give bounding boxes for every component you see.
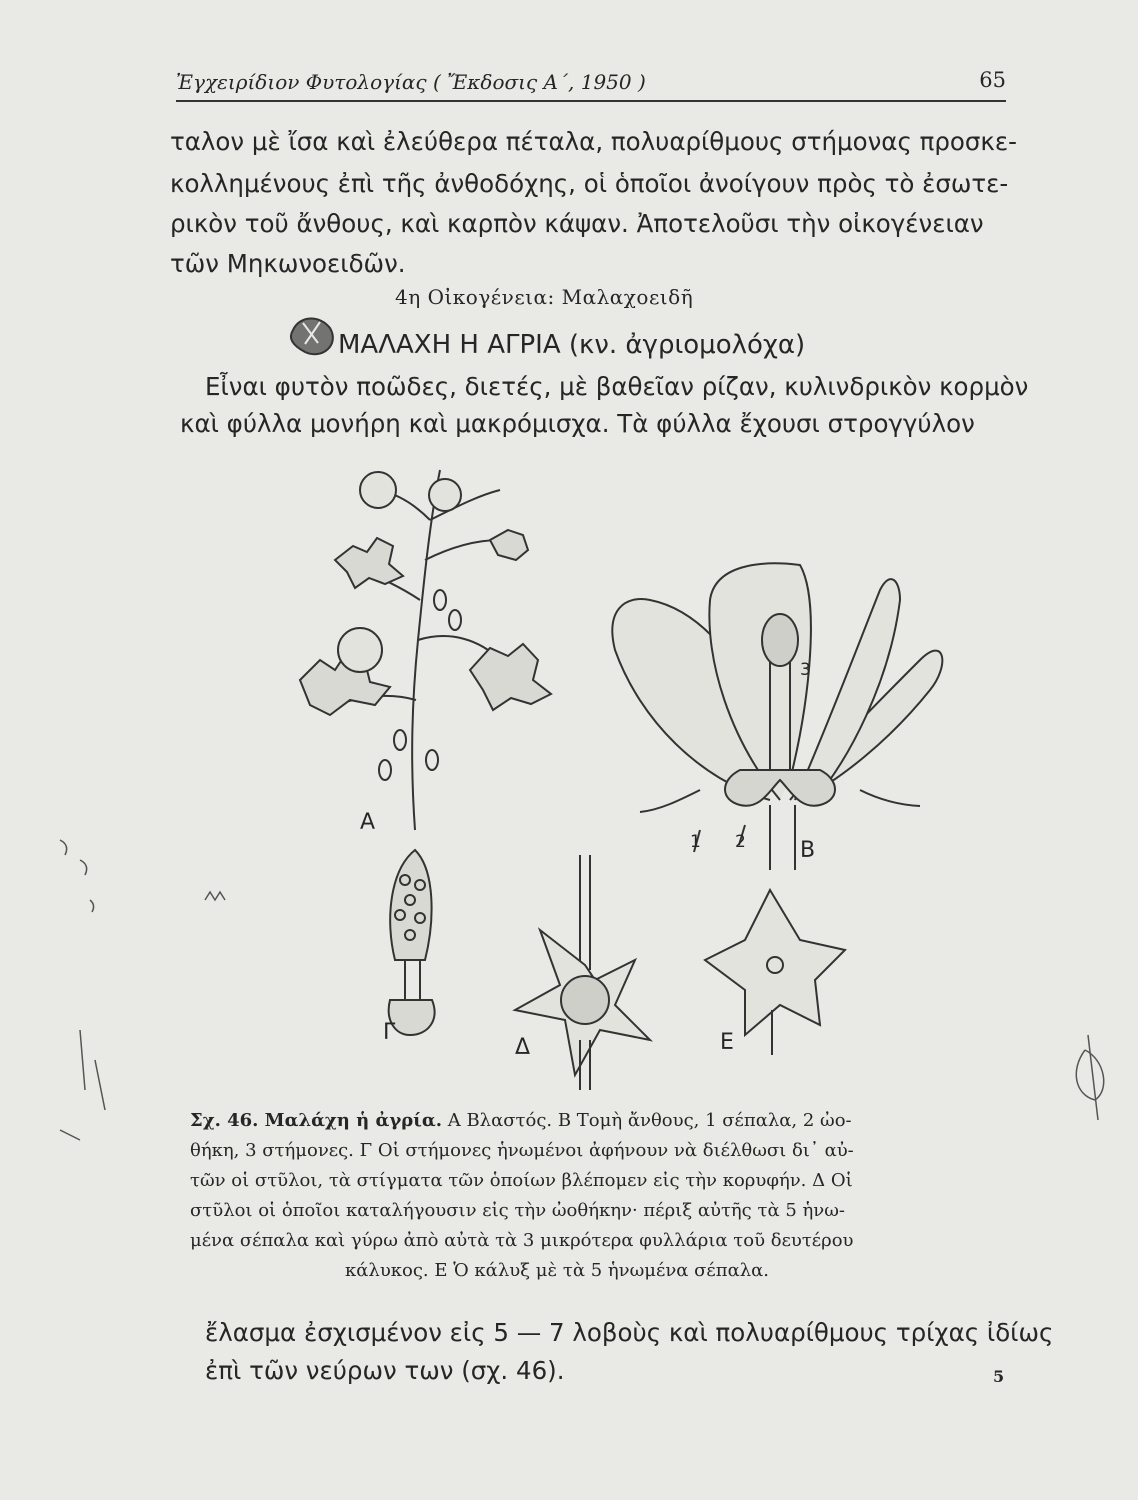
plant-title: ΜΑΛΑΧΗ Η ΑΓΡΙΑ (κν. ἀγριομολόχα) — [338, 330, 806, 360]
caption-line: τῶν οἱ στῦλοι, τὰ στίγματα τῶν ὁποίων βλέπομεν εἰς τὴν κορυφήν. Δ Οἱ — [190, 1170, 853, 1191]
intro-line: κολλημένους ἐπὶ τῆς ἀνθοδόχης, οἱ ὁποῖοι ἀνοίγουν πρὸς τὸ ἐσωτε- — [170, 169, 1009, 198]
caption-line: κάλυκος. Ε Ὁ κάλυξ μὲ τὰ 5 ἡνωμένα σέπαλα. — [345, 1260, 770, 1281]
description-line: καὶ φύλλα μονήρη καὶ μακρόμισχα. Τὰ φύλλα ἔχουσι στρογγύλον — [180, 409, 975, 438]
figure-label-2: 2 — [735, 832, 746, 852]
running-title: Ἐγχειρίδιον Φυτολογίας ( Ἔκδοσις Α΄, 1950 ) — [176, 70, 646, 94]
caption-line: στῦλοι οἱ ὁποῖοι καταλήγουσιν εἰς τὴν ὠοθήκην· πέριξ αὐτῆς τὰ 5 ἡνω- — [190, 1200, 845, 1221]
intro-line: ταλον μὲ ἴσα καὶ ἐλεύθερα πέταλα, πολυαρίθμους στήμονας προσκε- — [170, 127, 1017, 156]
figure-label-a: Α — [360, 810, 376, 835]
figure-label-b: Β — [800, 838, 816, 863]
flower-section-illustration — [612, 563, 942, 870]
intro-line: τῶν Μηκωνοειδῶν. — [170, 249, 406, 278]
ink-stamp — [291, 318, 333, 354]
intro-line: ρικὸν τοῦ ἄνθους, καὶ καρπὸν κάψαν. Ἀποτελοῦσι τὴν οἰκογένειαν — [170, 209, 984, 238]
figure-label-d: Δ — [515, 1035, 531, 1060]
caption-lead: Σχ. 46. Μαλάχη ἡ ἀγρία. — [190, 1110, 443, 1131]
caption-text: Α Βλαστός. Β Τομὴ ἄνθους, 1 σέπαλα, 2 ὠο- — [442, 1110, 852, 1131]
styles-calyx-illustration — [515, 855, 650, 1090]
signature-mark: 5 — [993, 1367, 1005, 1386]
caption-line — [190, 1112, 1040, 1130]
section-heading: 4η Οἰκογένεια: Μαλαχοειδῆ — [395, 285, 694, 309]
footer-line: ἐπὶ τῶν νεύρων των (σχ. 46). — [205, 1356, 565, 1385]
description-line: Εἶναι φυτὸν ποῶδες, διετές, μὲ βαθεῖαν ρίζαν, κυλινδρικὸν κορμὸν — [205, 372, 1029, 401]
figure-label-3: 3 — [800, 660, 811, 680]
caption-line: θήκη, 3 στήμονες. Γ Οἱ στήμονες ἡνωμένοι ἀφήνουν νὰ διέλθωσι δι᾿ αὐ- — [190, 1140, 854, 1161]
figure-label-1: 1 — [690, 832, 701, 852]
stamen-column-illustration — [389, 850, 435, 1035]
figure-label-g: Γ — [383, 1020, 396, 1045]
page-number: 65 — [979, 68, 1006, 92]
caption-line: μένα σέπαλα καὶ γύρω ἀπὸ αὐτὰ τὰ 3 μικρότερα φυλλάρια τοῦ δευτέρου — [190, 1230, 854, 1251]
footer-line: ἔλασμα ἐσχισμένον εἰς 5 — 7 λοβοὺς καὶ πολυαρίθμους τρίχας ἰδίως — [205, 1318, 1054, 1347]
figure-label-e: Ε — [720, 1030, 734, 1055]
branch-illustration — [300, 470, 551, 830]
